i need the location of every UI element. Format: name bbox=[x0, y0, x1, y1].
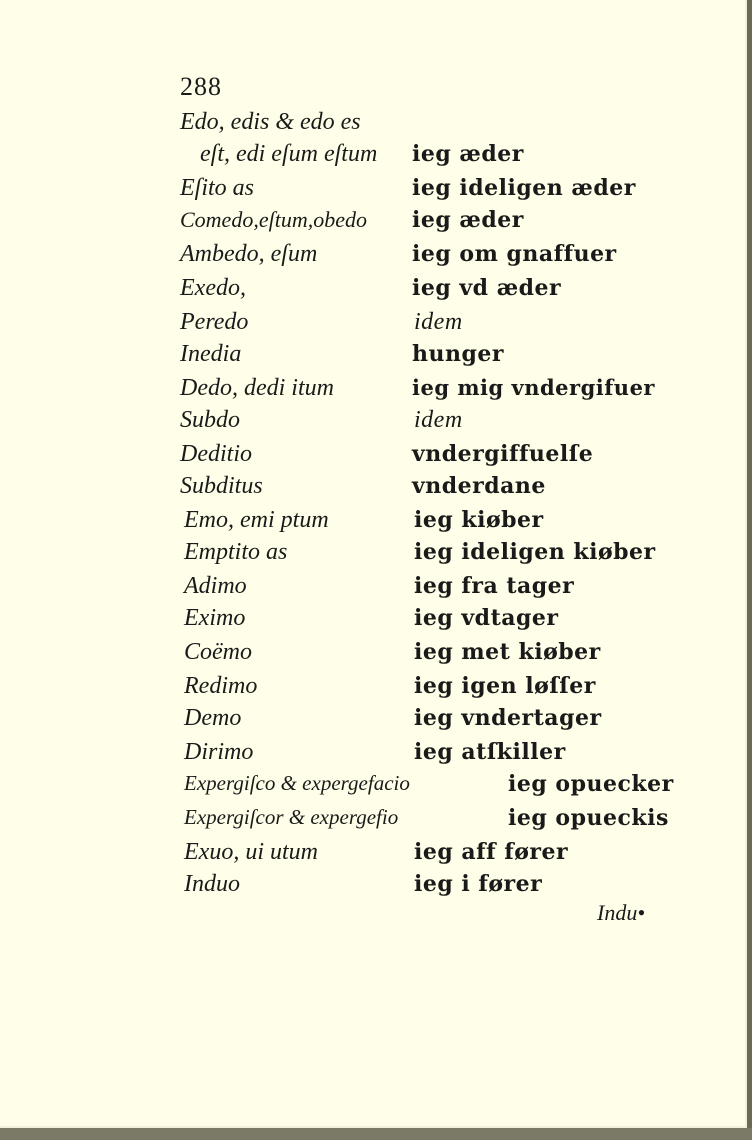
latin-term: Expergiſco & expergefacio bbox=[184, 771, 410, 795]
danish-gloss: ieg vdtager bbox=[414, 605, 559, 631]
entry-row bbox=[0, 109, 747, 141]
latin-term: Redimo bbox=[184, 673, 258, 699]
danish-gloss: ieg mig vndergifuer bbox=[412, 375, 655, 400]
latin-term: Ambedo, eſum bbox=[180, 241, 318, 267]
entry-row bbox=[0, 573, 747, 605]
danish-gloss: ieg ideligen kiøber bbox=[414, 539, 656, 565]
danish-gloss: hunger bbox=[412, 341, 504, 367]
latin-term: Eximo bbox=[184, 605, 246, 631]
entry-row bbox=[0, 739, 747, 771]
latin-term: eſt, edi eſum eſtum bbox=[200, 141, 378, 167]
entry-row bbox=[0, 407, 747, 439]
entry-row bbox=[0, 639, 747, 671]
catchword: Indu• bbox=[597, 900, 646, 925]
latin-term: Emo, emi ptum bbox=[184, 507, 329, 533]
danish-gloss: ieg vd æder bbox=[412, 275, 562, 301]
entry-row bbox=[0, 441, 747, 473]
latin-term: Induo bbox=[184, 871, 240, 897]
latin-term: Deditio bbox=[180, 441, 252, 467]
entry-row bbox=[0, 175, 747, 207]
danish-gloss: ieg æder bbox=[412, 207, 524, 233]
latin-term: Comedo,eſtum,obedo bbox=[180, 207, 367, 232]
danish-gloss: ieg opuecker bbox=[508, 771, 674, 797]
latin-term: Dirimo bbox=[184, 739, 254, 765]
latin-term: Adimo bbox=[184, 573, 247, 599]
danish-gloss: vndergiffuelſe bbox=[412, 441, 594, 467]
entry-row bbox=[0, 605, 747, 637]
entry-row bbox=[0, 207, 747, 239]
danish-gloss: ieg igen løſſer bbox=[414, 673, 596, 699]
latin-term: Exedo, bbox=[180, 275, 246, 301]
danish-gloss: ieg atſkiller bbox=[414, 739, 566, 765]
entry-row bbox=[0, 341, 747, 373]
danish-gloss: ieg ideligen æder bbox=[412, 175, 636, 201]
danish-gloss: ieg fra tager bbox=[414, 573, 575, 599]
danish-gloss: ieg vndertager bbox=[414, 705, 602, 731]
entry-row bbox=[0, 839, 747, 871]
danish-gloss: ieg aff fører bbox=[414, 839, 569, 865]
entry-row bbox=[0, 507, 747, 539]
entry-row bbox=[0, 241, 747, 273]
latin-term: Peredo bbox=[180, 309, 249, 335]
danish-gloss: vnderdane bbox=[412, 473, 546, 499]
danish-gloss: ieg opueckis bbox=[508, 805, 669, 831]
entry-row bbox=[0, 141, 747, 173]
entry-row bbox=[0, 275, 747, 307]
latin-term: Dedo, dedi itum bbox=[180, 375, 334, 401]
page-edge-bottom bbox=[0, 1128, 752, 1140]
entry-row bbox=[0, 705, 747, 737]
page-number: 288 bbox=[180, 72, 222, 101]
latin-term: Edo, edis & edo es bbox=[180, 109, 361, 135]
latin-term: Subdo bbox=[180, 407, 240, 433]
entry-row bbox=[0, 805, 747, 837]
latin-term: Expergiſcor & expergefio bbox=[184, 805, 399, 829]
danish-gloss: idem bbox=[414, 309, 463, 335]
danish-gloss: ieg i fører bbox=[414, 871, 543, 897]
entry-row bbox=[0, 375, 747, 407]
latin-term: Demo bbox=[184, 705, 242, 731]
entry-row bbox=[0, 309, 747, 341]
entry-row bbox=[0, 673, 747, 705]
danish-gloss: ieg æder bbox=[412, 141, 524, 167]
danish-gloss: ieg kiøber bbox=[414, 507, 544, 533]
latin-term: Emptito as bbox=[184, 539, 288, 565]
latin-term: Eſito as bbox=[180, 175, 255, 201]
entry-row bbox=[0, 771, 747, 803]
entry-row bbox=[0, 539, 747, 571]
entry-row bbox=[0, 473, 747, 505]
latin-term: Inedia bbox=[180, 341, 242, 367]
entry-row bbox=[0, 871, 747, 903]
latin-term: Exuo, ui utum bbox=[184, 839, 318, 865]
danish-gloss: ieg met kiøber bbox=[414, 639, 601, 665]
danish-gloss: idem bbox=[414, 407, 463, 433]
danish-gloss: ieg om gnaffuer bbox=[412, 241, 617, 267]
latin-term: Subditus bbox=[180, 473, 263, 499]
latin-term: Coëmo bbox=[184, 639, 252, 665]
page-edge-right bbox=[747, 0, 752, 1140]
